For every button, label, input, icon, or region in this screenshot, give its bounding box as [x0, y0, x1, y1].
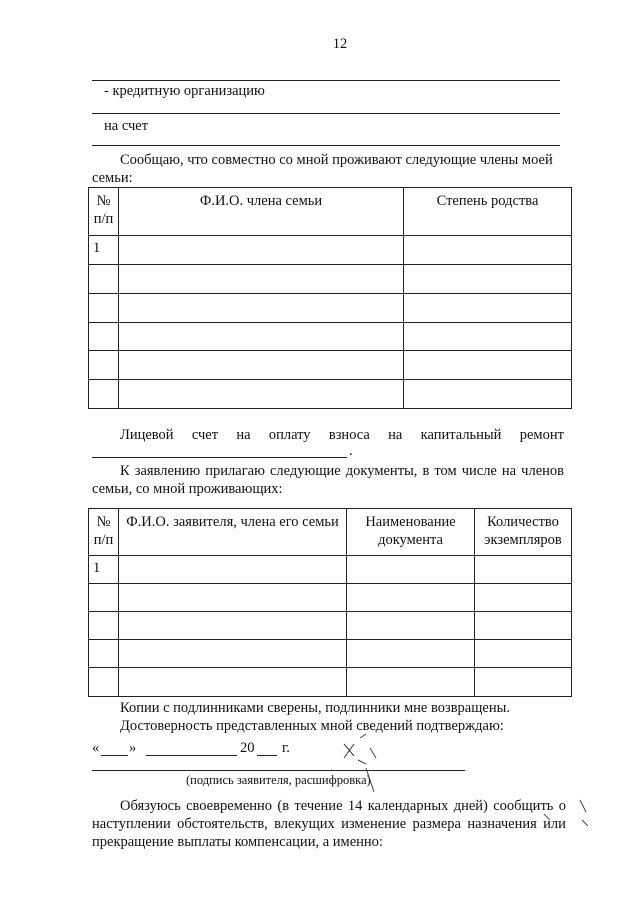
- word: документы,: [345, 463, 418, 479]
- word: ремонт: [519, 427, 564, 443]
- blank-line: [92, 80, 560, 81]
- credit-org-label: - кредитную организацию: [104, 83, 265, 99]
- cell-copies[interactable]: [475, 640, 572, 668]
- page-number: 12: [332, 36, 348, 52]
- date-close-quote: »: [129, 740, 137, 756]
- table-row: [89, 265, 572, 294]
- cell-name[interactable]: [119, 640, 347, 668]
- word: числе: [461, 463, 497, 479]
- word: на: [236, 427, 251, 443]
- row-number: [89, 351, 119, 380]
- row-number: [89, 668, 119, 697]
- cell-relationship[interactable]: [404, 236, 572, 265]
- pen-scribble-marks: [330, 730, 590, 840]
- word: назначения: [467, 816, 537, 832]
- account-blank-line[interactable]: [92, 457, 347, 458]
- word: прилагаю: [205, 463, 265, 479]
- table-row: [89, 323, 572, 351]
- table-row: [89, 294, 572, 323]
- row-number: 1: [89, 556, 119, 584]
- account-period: .: [349, 443, 353, 459]
- word: течение: [294, 798, 343, 814]
- word: или: [543, 816, 566, 832]
- word: (в: [277, 798, 290, 814]
- year-suffix: г.: [282, 740, 290, 756]
- cell-name[interactable]: [119, 612, 347, 640]
- cell-relationship[interactable]: [404, 323, 572, 351]
- year-blank[interactable]: [257, 755, 277, 756]
- day-blank[interactable]: [101, 755, 128, 756]
- word: своевременно: [186, 798, 273, 814]
- header-document-name: Наименование документа: [347, 509, 475, 556]
- table-row: [89, 584, 572, 612]
- word: календарных: [367, 798, 449, 814]
- cell-document[interactable]: [347, 556, 475, 584]
- cell-document[interactable]: [347, 584, 475, 612]
- documents-table: [88, 508, 572, 697]
- table-row: [89, 668, 572, 697]
- row-number: 1: [89, 236, 119, 265]
- cell-name[interactable]: [119, 668, 347, 697]
- word: 14: [347, 798, 363, 814]
- row-number: [89, 612, 119, 640]
- header-copies-count: Количество экземпляров: [475, 509, 572, 556]
- cell-name[interactable]: [119, 556, 347, 584]
- row-number: [89, 640, 119, 668]
- header-number: № п/п: [89, 509, 119, 556]
- word: взноса: [328, 427, 370, 443]
- cell-document[interactable]: [347, 612, 475, 640]
- account-label: на счет: [104, 118, 149, 134]
- row-number: [89, 323, 119, 351]
- word: счет: [191, 427, 219, 443]
- cell-copies[interactable]: [475, 668, 572, 697]
- family-intro-line2: семьи:: [92, 170, 133, 186]
- cell-copies[interactable]: [475, 612, 572, 640]
- word: капитальный: [420, 427, 502, 443]
- word: о: [558, 798, 566, 814]
- word: обстоятельств,: [177, 816, 268, 832]
- header-full-name: Ф.И.О. члена семьи: [119, 188, 404, 236]
- table-row: [89, 380, 572, 409]
- family-intro-line1: Сообщаю, что совместно со мной проживают следующие члены моей: [120, 152, 553, 168]
- cell-copies[interactable]: [475, 584, 572, 612]
- row-number: [89, 294, 119, 323]
- header-applicant-name: Ф.И.О. заявителя, члена его семьи: [119, 509, 347, 556]
- cell-name[interactable]: [119, 236, 404, 265]
- table-row: [89, 236, 572, 265]
- word: оплату: [268, 427, 311, 443]
- row-number: [89, 584, 119, 612]
- word: на: [501, 463, 517, 479]
- year-prefix: 20: [240, 740, 255, 756]
- word: К: [120, 463, 130, 479]
- month-blank[interactable]: [146, 755, 237, 756]
- word: дней): [453, 798, 488, 814]
- copies-verified-text: Копии с подлинниками сверены, подлинники мне возвращены.: [120, 700, 510, 716]
- documents-intro-line2: семьи, со мной проживающих:: [92, 481, 283, 497]
- table-row: [89, 556, 572, 584]
- cell-name[interactable]: [119, 294, 404, 323]
- table-row: [89, 351, 572, 380]
- table-row: [89, 612, 572, 640]
- cell-relationship[interactable]: [404, 380, 572, 409]
- row-number: [89, 380, 119, 409]
- table-row: [89, 640, 572, 668]
- cell-name[interactable]: [119, 323, 404, 351]
- cell-document[interactable]: [347, 668, 475, 697]
- word: том: [434, 463, 457, 479]
- obligation-line3: прекращение выплаты компенсации, а именно:: [92, 834, 383, 850]
- cell-copies[interactable]: [475, 556, 572, 584]
- cell-relationship[interactable]: [404, 351, 572, 380]
- personal-account-line: [120, 426, 564, 444]
- header-relationship: Степень родства: [404, 188, 572, 236]
- word: членов: [521, 463, 564, 479]
- date-open-quote: «: [92, 740, 100, 756]
- cell-name[interactable]: [119, 584, 347, 612]
- word: размера: [412, 816, 461, 832]
- confirm-text: Достоверность представленных мной сведений подтверждаю:: [120, 718, 504, 734]
- header-number: № п/п: [89, 188, 119, 236]
- word: Обязуюсь: [120, 798, 181, 814]
- documents-intro-line1: [120, 462, 564, 480]
- family-table: [88, 187, 572, 409]
- word: сообщить: [493, 798, 554, 814]
- word: заявлению: [134, 463, 201, 479]
- cell-relationship[interactable]: [404, 265, 572, 294]
- word: Лицевой: [120, 427, 174, 443]
- word: в: [422, 463, 430, 479]
- word: наступлении: [92, 816, 171, 832]
- blank-line: [92, 113, 560, 114]
- word: следующие: [270, 463, 341, 479]
- signature-caption: (подпись заявителя, расшифровка): [186, 773, 371, 787]
- blank-line: [92, 145, 560, 146]
- word: на: [388, 427, 403, 443]
- row-number: [89, 265, 119, 294]
- cell-name[interactable]: [119, 351, 404, 380]
- cell-relationship[interactable]: [404, 294, 572, 323]
- cell-name[interactable]: [119, 265, 404, 294]
- cell-name[interactable]: [119, 380, 404, 409]
- cell-document[interactable]: [347, 640, 475, 668]
- word: влекущих: [274, 816, 335, 832]
- word: изменение: [341, 816, 407, 832]
